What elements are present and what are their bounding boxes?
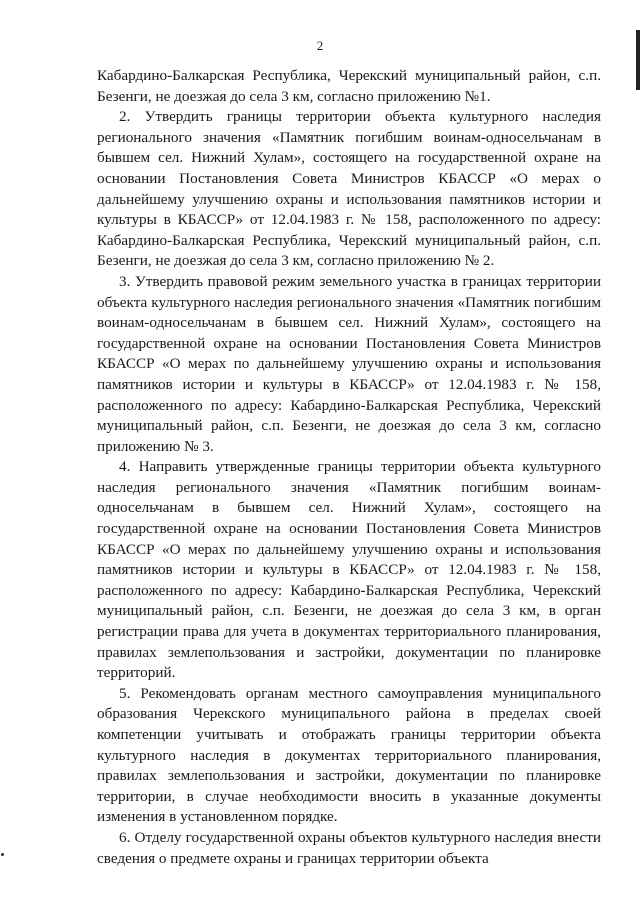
- paragraph-item-3: 3. Утвердить правовой режим земельного участка в границах территории объекта культурного наследия регионального значения «Памятник погибшим воинам-односельчанам в бывшем сел. Нижний Хулам», состоящего на государственной охране на основании Постановления Совета Министров КБАССР «О мерах по дальнейшему улучшению охраны и использования памятников истории и культуры в КБАССР» от 12.04.1983 г. № 158, расположенного по адресу: Кабардино-Балкарская Республика, Черекский муниципальный район, с.п. Безенги, не доезжая до села 3 км, согласно приложению № 3.: [97, 272, 601, 455]
- paragraph-continuation: Кабардино-Балкарская Республика, Черекский муниципальный район, с.п. Безенги, не доезжая до села 3 км, согласно приложению №1.: [97, 67, 601, 105]
- scan-artifact-dot: [1, 853, 4, 856]
- scan-edge-mark: [636, 30, 640, 90]
- page-number: 2: [316, 38, 324, 53]
- paragraph-item-5: 5. Рекомендовать органам местного самоуправления муниципального образования Черекского муниципального района в пределах своей компетенции учитывать и отображать границы территории объекта культурного наследия в документах территориального планирования, правилах землепользования и застройки, документации по планировке территории, в случае необходимости вносить в указанные документы изменения в установленном порядке.: [97, 684, 601, 826]
- paragraph-item-4: 4. Направить утвержденные границы территории объекта культурного наследия регионального значения «Памятник погибшим воинам-односельчанам в бывшем сел. Нижний Хулам», состоящего на государственной охране на основании Постановления Совета Министров КБАССР «О мерах по дальнейшему улучшению охраны и использования памятников истории и культуры в КБАССР» от 12.04.1983 г. № 158, расположенного по адресу: Кабардино-Балкарская Республика, Черекский муниципальный район, с.п. Безенги, не доезжая до села 3 км, в орган регистрации права для учета в документах территориального планирования, правилах землепользования и застройки, документации по планировке территорий.: [97, 458, 601, 682]
- paragraph-item-6: 6. Отделу государственной охраны объектов культурного наследия внести сведения о предмете охраны и границах территории объекта: [97, 828, 601, 867]
- document-body: [97, 66, 601, 869]
- paragraph-item-2: 2. Утвердить границы территории объекта культурного наследия регионального значения «Памятник погибшим воинам-односельчанам в бывшем сел. Нижний Хулам», состоящего на государственной охране на основании Постановления Совета Министров КБАССР «О мерах о дальнейшему улучшению охраны и использования памятников истории и культуры в КБАССР» от 12.04.1983 г. № 158, расположенного по адресу: Кабардино-Балкарская Республика, Черекский муниципальный район, с.п. Безенги, не доезжая до села 3 км, согласно приложению № 2.: [97, 108, 601, 270]
